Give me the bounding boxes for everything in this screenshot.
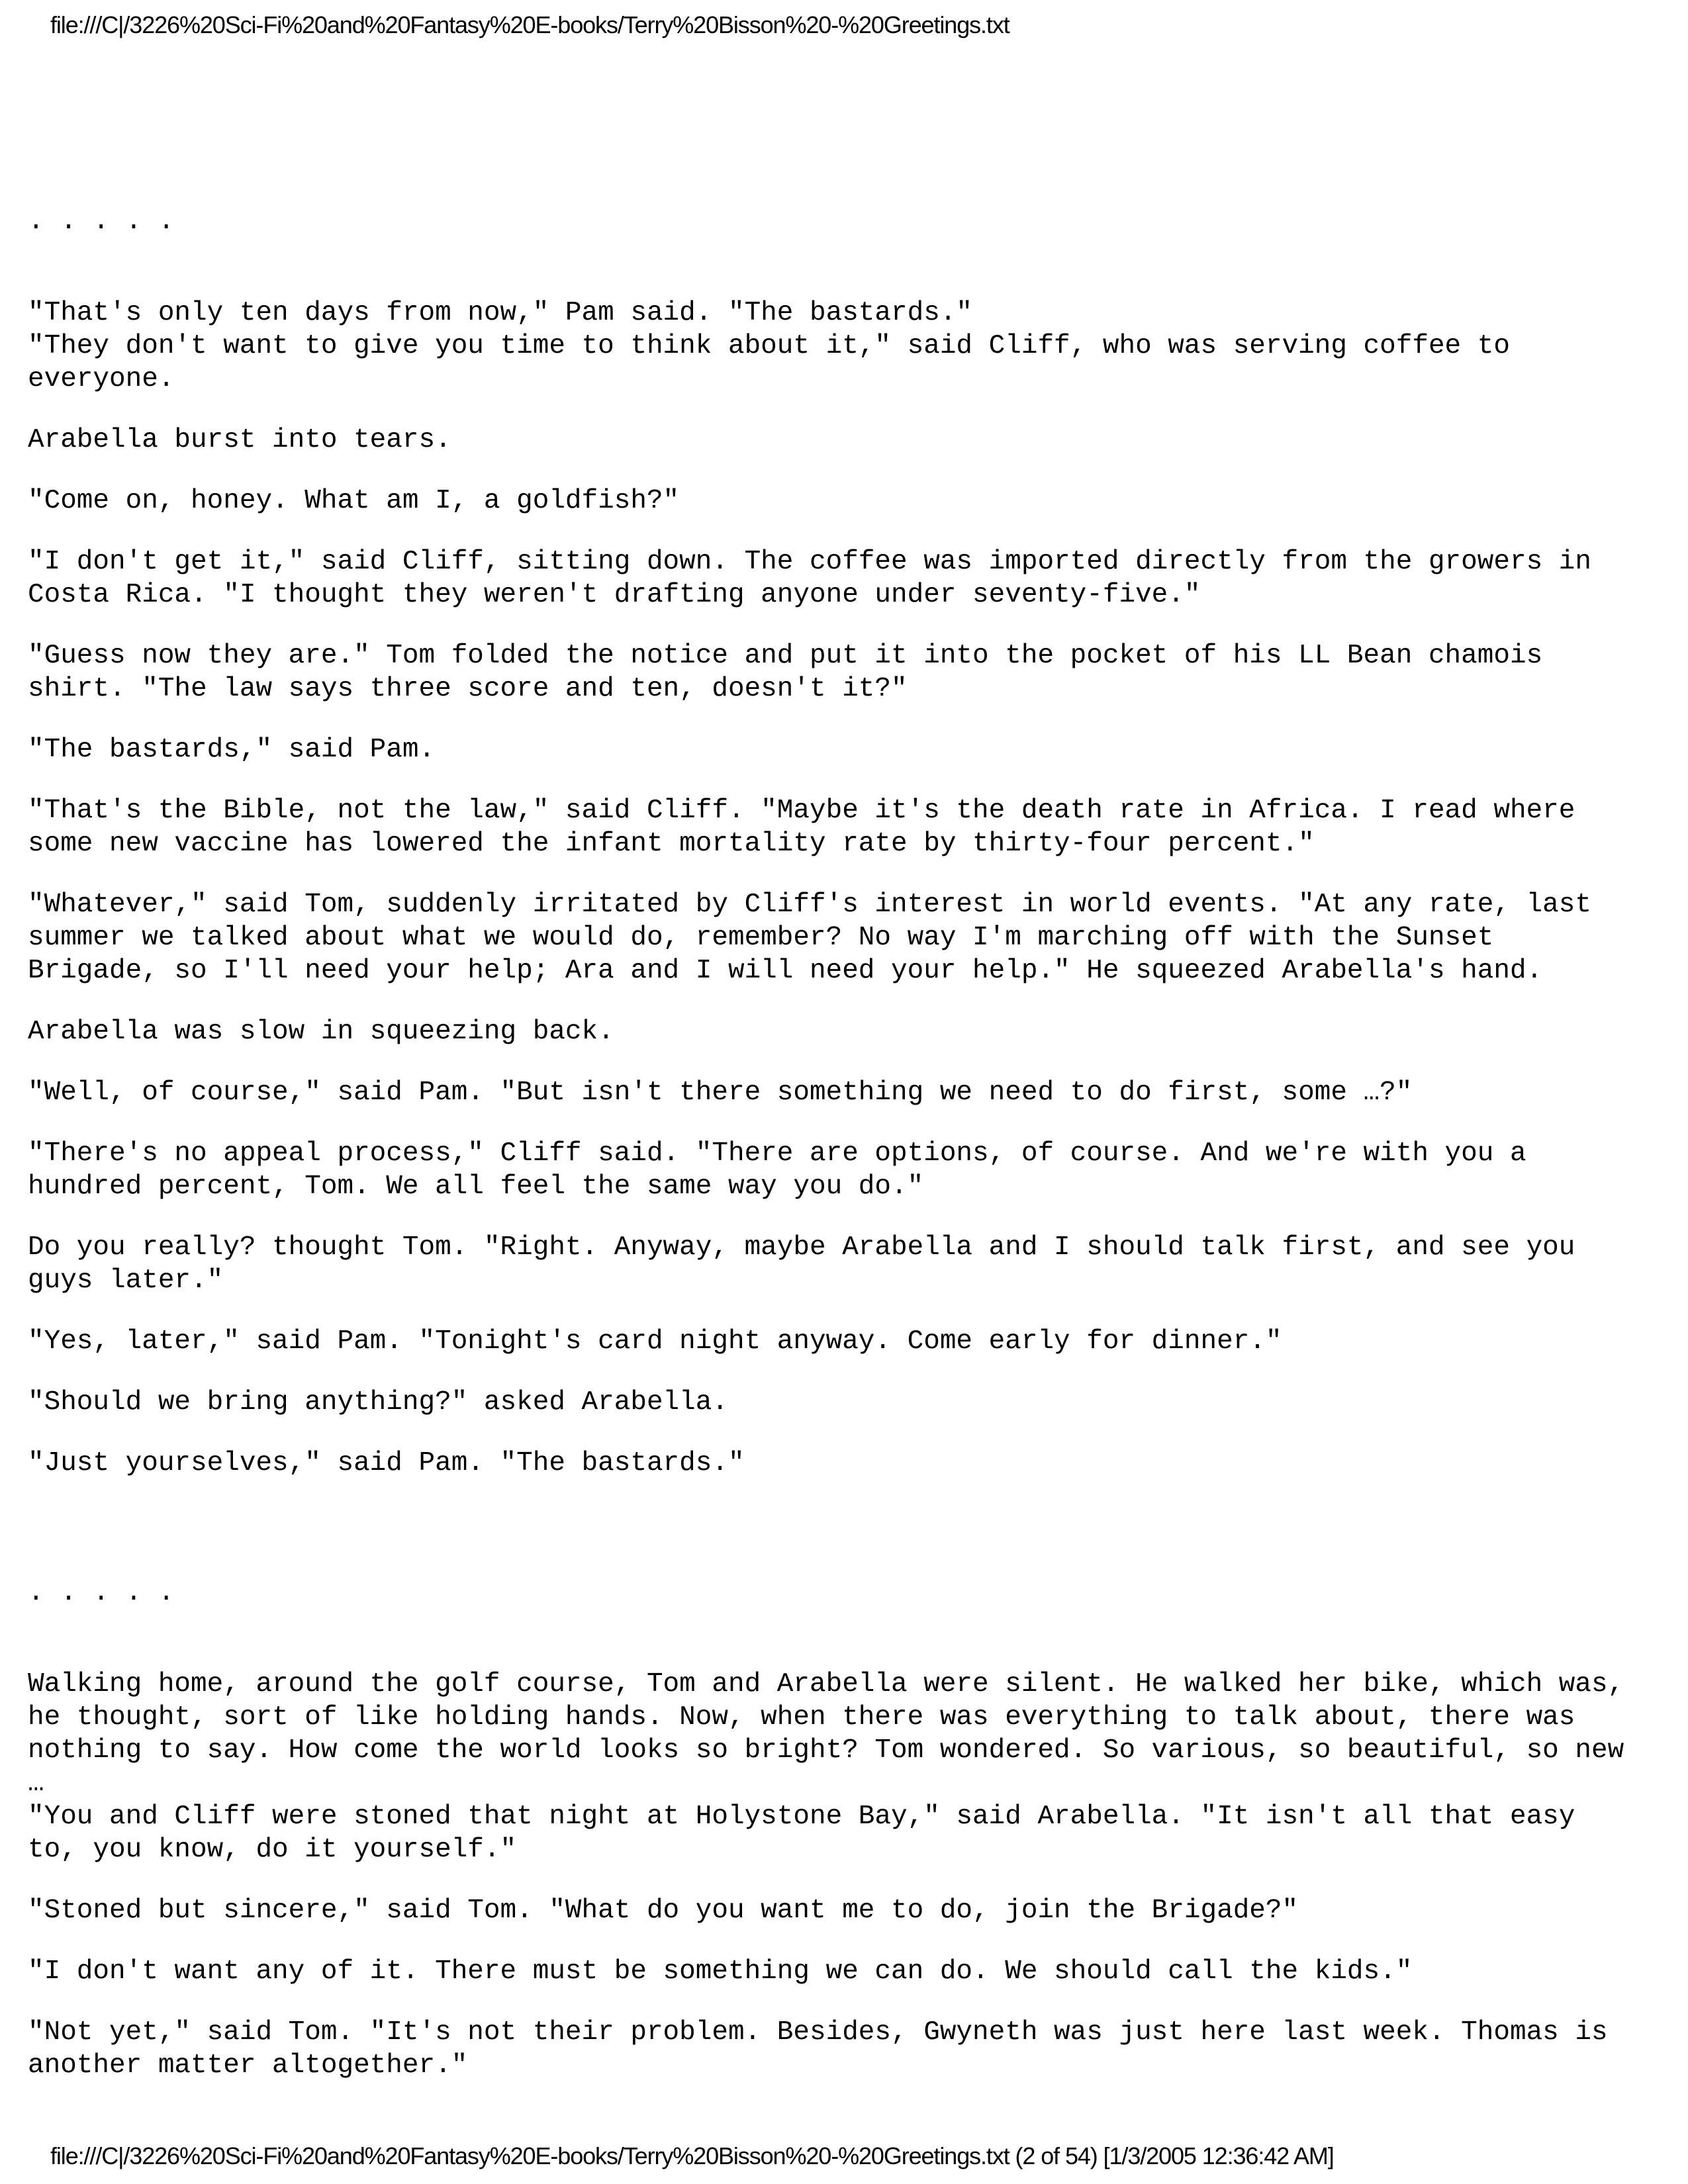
text-line: summer we talked about what we would do, remember? No way I'm marching off with the Sunset xyxy=(28,923,1494,953)
text-line: Do you really? thought Tom. "Right. Anyway, maybe Arabella and I should talk first, and see you xyxy=(28,1232,1575,1263)
text-line: Costa Rica. "I thought they weren't drafting anyone under seventy-five." xyxy=(28,580,1201,610)
text-line: "Should we bring anything?" asked Arabella. xyxy=(28,1387,728,1418)
text-line: "There's no appeal process," Cliff said. "There are options, of course. And we're with you a xyxy=(28,1138,1526,1169)
text-line: … xyxy=(28,1768,44,1799)
text-line: "That's only ten days from now," Pam said. "The bastards." xyxy=(28,298,973,328)
section-break: . . . . . xyxy=(28,206,175,237)
text-line: Brigade, so I'll need your help; Ara and I will need your help." He squeezed Arabella's hand. xyxy=(28,956,1543,986)
text-line: Arabella was slow in squeezing back. xyxy=(28,1017,614,1047)
text-line: "Yes, later," said Pam. "Tonight's card night anyway. Come early for dinner." xyxy=(28,1326,1282,1357)
text-line: "Come on, honey. What am I, a goldfish?" xyxy=(28,486,680,516)
text-line: hundred percent, Tom. We all feel the same way you do." xyxy=(28,1171,924,1202)
page-footer-url: file:///C|/3226%20Sci-Fi%20and%20Fantasy%20E-books/Terry%20Bisson%20-%20Greetings.txt (2 of 54) [1/3/2005 12:36:42 AM] xyxy=(50,2142,1334,2169)
text-line: another matter altogether." xyxy=(28,2050,468,2081)
text-line: guys later." xyxy=(28,1265,224,1296)
text-line: nothing to say. How come the world looks so bright? Tom wondered. So various, so beautiful, so new xyxy=(28,1735,1624,1766)
text-line: "Well, of course," said Pam. "But isn't there something we need to do first, some …?" xyxy=(28,1077,1413,1108)
text-line: "The bastards," said Pam. xyxy=(28,735,436,765)
section-break: . . . . . xyxy=(28,1578,175,1608)
text-line: "That's the Bible, not the law," said Cliff. "Maybe it's the death rate in Africa. I read where xyxy=(28,796,1575,826)
document-text xyxy=(28,0,1663,2081)
text-line: "Stoned but sincere," said Tom. "What do you want me to do, join the Brigade?" xyxy=(28,1895,1299,1926)
text-line: "You and Cliff were stoned that night at Holystone Bay," said Arabella. "It isn't all that easy xyxy=(28,1801,1575,1832)
page-header-url: file:///C|/3226%20Sci-Fi%20and%20Fantasy%20E-books/Terry%20Bisson%20-%20Greetings.txt xyxy=(50,11,1009,38)
text-line: "Just yourselves," said Pam. "The bastards." xyxy=(28,1448,745,1479)
text-line: Walking home, around the golf course, Tom and Arabella were silent. He walked her bike, which was, xyxy=(28,1669,1624,1700)
text-line: "Not yet," said Tom. "It's not their problem. Besides, Gwyneth was just here last week. Thomas is xyxy=(28,2017,1608,2048)
text-line: everyone. xyxy=(28,364,175,394)
text-line: some new vaccine has lowered the infant mortality rate by thirty-four percent." xyxy=(28,829,1315,859)
text-line: to, you know, do it yourself." xyxy=(28,1835,517,1865)
text-line: shirt. "The law says three score and ten, doesn't it?" xyxy=(28,674,908,704)
text-line: Arabella burst into tears. xyxy=(28,425,451,455)
text-line: "Guess now they are." Tom folded the notice and put it into the pocket of his LL Bean chamois xyxy=(28,641,1543,671)
text-line: he thought, sort of like holding hands. Now, when there was everything to talk about, there was xyxy=(28,1702,1575,1733)
text-line: "I don't get it," said Cliff, sitting down. The coffee was imported directly from the growers in xyxy=(28,547,1591,577)
text-line: "Whatever," said Tom, suddenly irritated by Cliff's interest in world events. "At any rate, last xyxy=(28,889,1591,920)
text-line: "I don't want any of it. There must be something we can do. We should call the kids." xyxy=(28,1956,1413,1987)
text-line: "They don't want to give you time to think about it," said Cliff, who was serving coffee to xyxy=(28,331,1510,361)
